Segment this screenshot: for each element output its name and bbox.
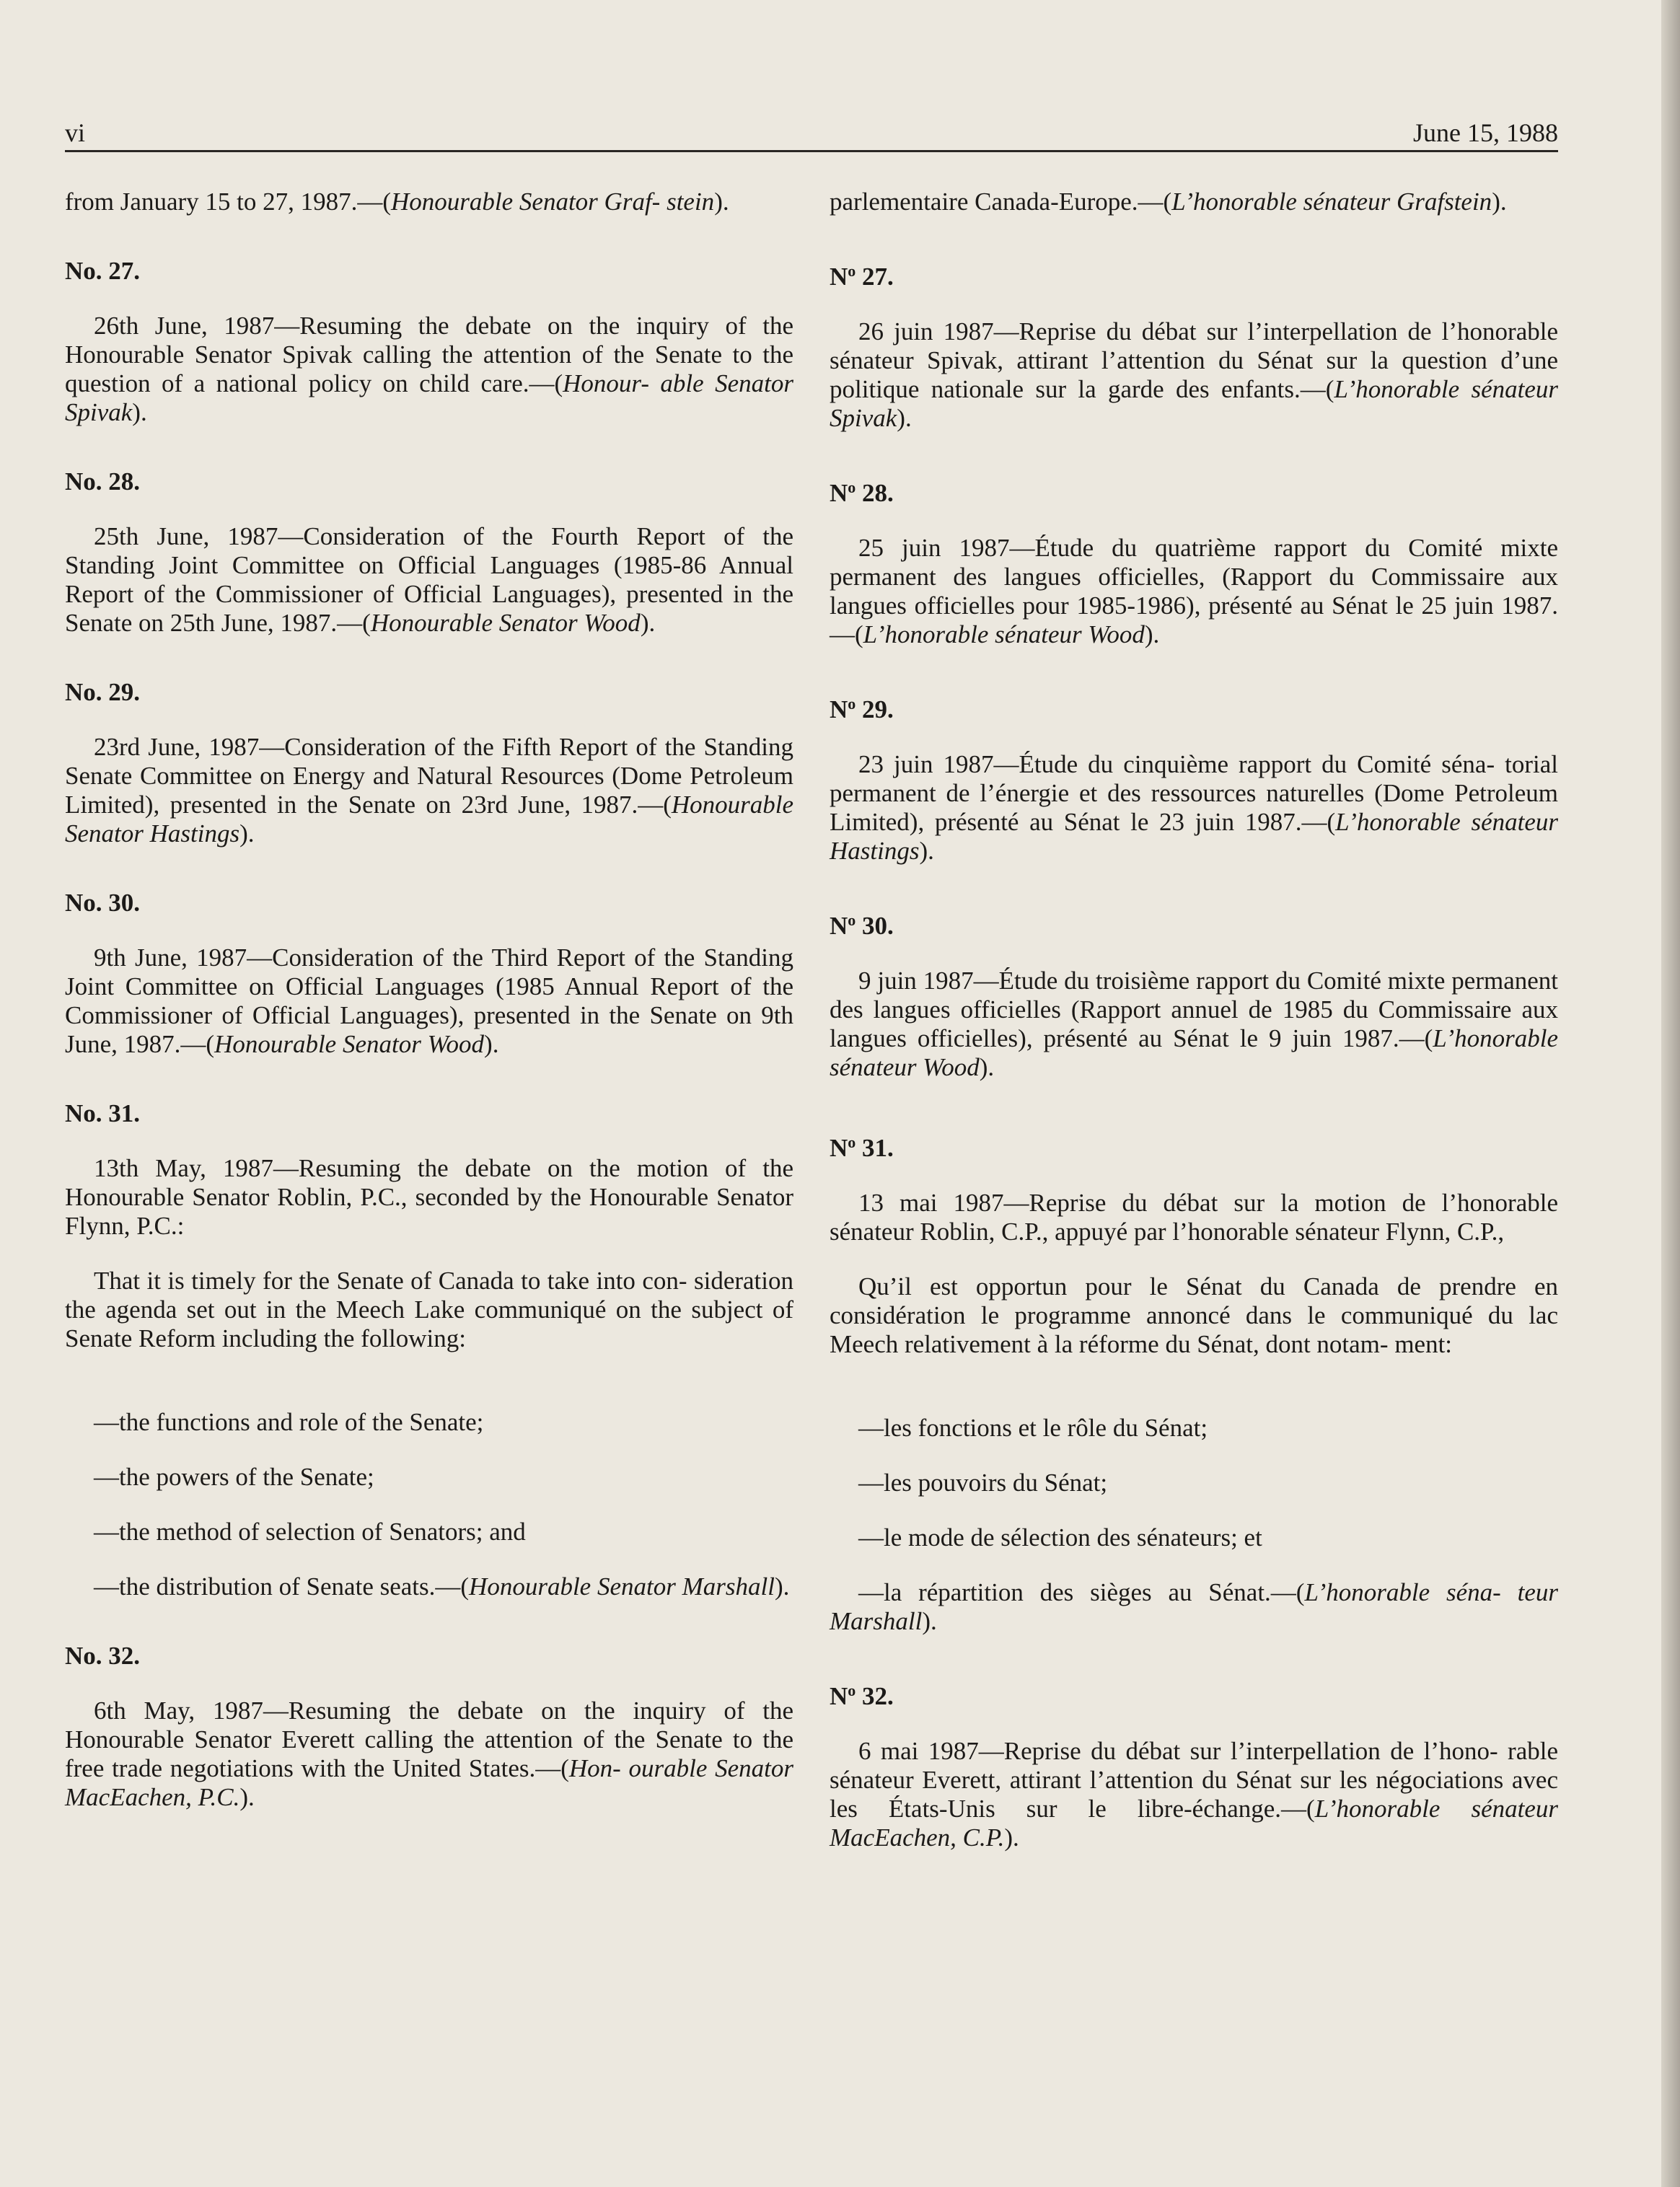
motion-text-31-fr: Qu’il est opportun pour le Sénat du Canada de prendre en considération le programme annoncé dans le communiqué du lac Meech relativement à la réforme du Sénat, dont notam- ment: <box>830 1272 1558 1358</box>
item-heading-28: No. 28. <box>65 467 141 496</box>
item-text-32: 6th May, 1987—Resuming the debate on the inquiry of the Honourable Senator Everett calling the attention of the Senate to the free trade negotiations with the United States.—(Hon- ourable Senator MacEachen, P.C.). <box>65 1697 793 1811</box>
english-column <box>65 188 793 1812</box>
item-text-32-fr: 6 mai 1987—Reprise du débat sur l’interpellation de l’hono- rable sénateur Everett, attirant l’attention du Sénat sur les négociations avec les États-Unis sur le libre-échange.—(L’honorable sénateur MacEachen, C.P.). <box>830 1737 1558 1852</box>
item-text-28-fr: 25 juin 1987—Étude du quatrième rapport du Comité mixte permanent des langues officielles, (Rapport du Commissaire aux langues officielles pour 1985-1986), présenté au Sénat le 25 juin 1987.—(L’honorable sénateur Wood). <box>830 534 1558 648</box>
item-heading-32: No. 32. <box>65 1642 141 1670</box>
item-heading-27-fr: $N^o$ 27. <box>830 262 894 291</box>
item-heading-30-fr: $N^o$ 30. <box>830 911 894 940</box>
item-heading-31-fr: $N^o$ 31. <box>830 1133 894 1162</box>
item-heading-28-fr: $N^o$ 28. <box>830 478 894 507</box>
motion-item-4: —the distribution of Senate seats.—(Honourable Senator Marshall). <box>94 1572 790 1601</box>
item-heading-32-fr: $N^o$ 32. <box>830 1681 894 1710</box>
motion-item-4-fr: —la répartition des sièges au Sénat.—(L’honorable séna- teur Marshall). <box>830 1578 1558 1635</box>
french-column <box>830 188 1558 1852</box>
motion-item-1-fr: —les fonctions et le rôle du Sénat; <box>858 1414 1208 1442</box>
header-rule <box>65 150 1558 152</box>
running-header <box>65 117 1558 154</box>
item-heading-31: No. 31. <box>65 1099 141 1127</box>
item-heading-29-fr: $N^o$ 29. <box>830 695 894 723</box>
item-text-29: 23rd June, 1987—Consideration of the Fifth Report of the Standing Senate Committee on Energy and Natural Resources (Dome Petroleum Limited), presented in the Senate on 23rd June, 1987.—(Honourable Senator Hastings). <box>65 733 793 848</box>
motion-item-3: —the method of selection of Senators; and <box>94 1518 526 1546</box>
motion-item-2-fr: —les pouvoirs du Sénat; <box>858 1469 1108 1497</box>
item-text-31: 13th May, 1987—Resuming the debate on the motion of the Honourable Senator Roblin, P.C., seconded by the Honourable Senator Flynn, P.C.: <box>65 1154 793 1240</box>
header-date: June 15, 1988 <box>1413 118 1558 147</box>
item-continuation: from January 15 to 27, 1987.—(Honourable Senator Graf- stein). <box>65 188 729 216</box>
item-text-31-fr: 13 mai 1987—Reprise du débat sur la motion de l’honorable sénateur Roblin, C.P., appuyé par l’honorable sénateur Flynn, C.P., <box>830 1189 1558 1246</box>
item-text-28: 25th June, 1987—Consideration of the Fourth Report of the Standing Joint Committee on Official Languages (1985-86 Annual Report of the Commissioner of Official Languages), presented in the Senate on 25th June, 1987.—(Honourable Senator Wood). <box>65 522 793 637</box>
motion-item-1: —the functions and role of the Senate; <box>94 1408 484 1436</box>
item-text-30: 9th June, 1987—Consideration of the Third Report of the Standing Joint Committee on Official Languages (1985 Annual Report of the Commissioner of Official Languages), presented in the Senate on 9th June, 1987.—(Honourable Senator Wood). <box>65 943 793 1058</box>
item-heading-30: No. 30. <box>65 889 141 917</box>
motion-text-31: That it is timely for the Senate of Canada to take into con- sideration the agenda set out in the Meech Lake communiqué on the subject of Senate Reform including the following: <box>65 1267 793 1352</box>
page-number: vi <box>65 118 86 147</box>
item-continuation-fr: parlementaire Canada-Europe.—(L’honorable sénateur Grafstein). <box>830 188 1507 216</box>
motion-item-2: —the powers of the Senate; <box>94 1463 374 1491</box>
item-text-29-fr: 23 juin 1987—Étude du cinquième rapport du Comité séna- torial permanent de l’énergie et des ressources naturelles (Dome Petroleum Limited), présenté au Sénat le 23 juin 1987.—(L’honorable sénateur Hastings). <box>830 750 1558 865</box>
item-heading-27: No. 27. <box>65 257 141 285</box>
page-edge-shadow <box>1661 0 1680 2187</box>
item-text-27-fr: 26 juin 1987—Reprise du débat sur l’interpellation de l’honorable sénateur Spivak, attirant l’attention du Sénat sur la question d’une politique nationale sur la garde des enfants.—(L’honorable sénateur Spivak). <box>830 317 1558 432</box>
motion-item-3-fr: —le mode de sélection des sénateurs; et <box>858 1523 1262 1552</box>
item-text-30-fr: 9 juin 1987—Étude du troisième rapport du Comité mixte permanent des langues officielles (Rapport annuel de 1985 du Commissaire aux langues officielles), présenté au Sénat le 9 juin 1987.—(L’honorable sénateur Wood). <box>830 967 1558 1081</box>
item-heading-29: No. 29. <box>65 678 141 706</box>
item-text-27: 26th June, 1987—Resuming the debate on the inquiry of the Honourable Senator Spivak calling the attention of the Senate to the question of a national policy on child care.—(Honour- able Senator Spivak). <box>65 312 793 426</box>
